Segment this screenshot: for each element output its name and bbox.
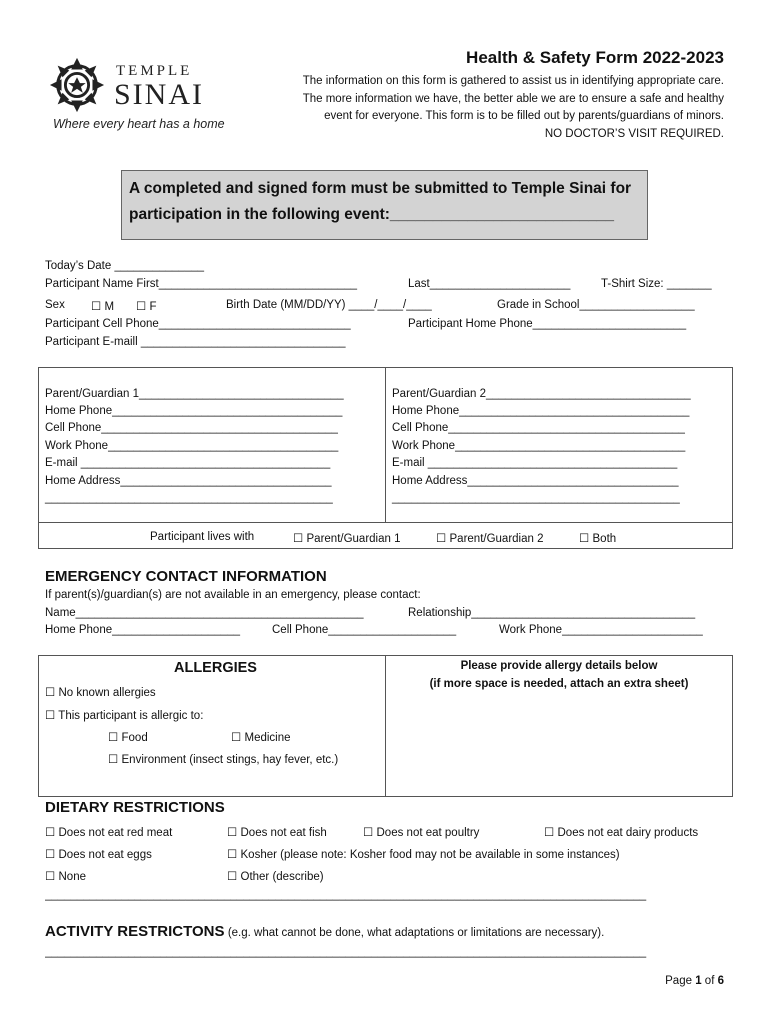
column-divider (385, 656, 386, 796)
sex-male-checkbox[interactable]: ☐ M (91, 301, 115, 313)
medicine-allergy-checkbox[interactable]: ☐ Medicine (231, 732, 291, 744)
no-known-allergies-checkbox[interactable]: ☐ No known allergies (45, 687, 156, 699)
guardian2-cell-phone-field[interactable]: Cell Phone_____________________________________ (392, 422, 685, 434)
submission-notice (121, 170, 648, 240)
guardian1-email-field[interactable]: E-mail _______________________________________ (45, 457, 331, 469)
guardian1-work-phone-field[interactable]: Work Phone____________________________________ (45, 440, 339, 452)
guardians-section (38, 367, 733, 549)
activity-describe-field[interactable]: ______________________________________________________________________________________________ (45, 946, 647, 958)
allergy-details-instruction: Please provide allergy details below (460, 660, 658, 672)
row-divider (39, 522, 732, 523)
form-title: Health & Safety Form 2022-2023 (466, 48, 724, 67)
sex-female-checkbox[interactable]: ☐ F (136, 301, 157, 313)
birth-date-field[interactable]: Birth Date (MM/DD/YY) ____/____/____ (226, 299, 432, 311)
dietary-none-checkbox[interactable]: ☐ None (45, 871, 86, 883)
no-poultry-checkbox[interactable]: ☐ Does not eat poultry (363, 827, 480, 839)
emergency-relationship-field[interactable]: Relationship___________________________________ (408, 607, 696, 619)
page-current: 1 (695, 975, 702, 987)
emergency-intro: If parent(s)/guardian(s) are not available in an emergency, please contact: (45, 589, 421, 601)
activity-heading: ACTIVITY RESTRICTONS (45, 923, 225, 940)
environment-allergy-checkbox[interactable]: ☐ Environment (insect stings, hay fever, etc.) (108, 754, 339, 766)
participant-cell-phone-field[interactable]: Participant Cell Phone______________________________ (45, 318, 351, 330)
emergency-home-phone-field[interactable]: Home Phone____________________ (45, 624, 241, 636)
grade-field[interactable]: Grade in School__________________ (497, 299, 695, 311)
sex-label: Sex (45, 299, 65, 311)
intro-line: NO DOCTOR’S VISIT REQUIRED. (544, 127, 724, 140)
emergency-name-field[interactable]: Name_____________________________________________ (45, 607, 364, 619)
guardian1-cell-phone-field[interactable]: Cell Phone_____________________________________ (45, 422, 338, 434)
allergic-to-checkbox[interactable]: ☐ This participant is allergic to: (45, 710, 204, 722)
temple-sinai-logo-icon (48, 56, 106, 114)
lives-with-label: Participant lives with (150, 531, 255, 543)
guardian2-work-phone-field[interactable]: Work Phone____________________________________ (392, 440, 686, 452)
lives-with-guardian1-checkbox[interactable]: ☐ Parent/Guardian 1 (293, 533, 401, 545)
logo-sinai-text: SINAI (114, 78, 204, 111)
tshirt-size-field[interactable]: T-Shirt Size: _______ (601, 278, 712, 290)
intro-line: The information on this form is gathered to assist us in identifying appropriate care. (302, 75, 724, 87)
dietary-heading: DIETARY RESTRICTIONS (45, 799, 225, 816)
guardian2-home-phone-field[interactable]: Home Phone____________________________________ (392, 405, 690, 417)
notice-line: A completed and signed form must be submitted to Temple Sinai for (129, 180, 632, 197)
emergency-heading: EMERGENCY CONTACT INFORMATION (45, 568, 327, 585)
page-number (665, 975, 724, 987)
no-dairy-checkbox[interactable]: ☐ Does not eat dairy products (544, 827, 699, 839)
allergy-details-note: (if more space is needed, attach an extra sheet) (429, 678, 689, 690)
kosher-checkbox[interactable]: ☐ Kosher (please note: Kosher food may not be available in some instances) (227, 849, 620, 861)
intro-line: event for everyone. This form is to be filled out by parents/guardians of minors. (324, 110, 724, 122)
guardian2-address-field[interactable]: Home Address_________________________________ (392, 475, 679, 487)
participant-home-phone-field[interactable]: Participant Home Phone________________________ (408, 318, 687, 330)
todays-date-field[interactable]: Today’s Date ______________ (45, 260, 205, 272)
guardian2-address-line2[interactable]: _____________________________________________ (392, 492, 680, 504)
dietary-other-checkbox[interactable]: ☐ Other (describe) (227, 871, 324, 883)
page-total: 6 (717, 975, 724, 987)
page-of: of (701, 975, 718, 987)
allergies-section (38, 655, 733, 797)
guardian1-name-field[interactable]: Parent/Guardian 1________________________________ (45, 388, 344, 400)
participant-last-name-field[interactable]: Last______________________ (408, 278, 571, 290)
lives-with-both-checkbox[interactable]: ☐ Both (579, 533, 617, 545)
guardian1-address-field[interactable]: Home Address_________________________________ (45, 475, 332, 487)
guardian1-home-phone-field[interactable]: Home Phone____________________________________ (45, 405, 343, 417)
guardian2-name-field[interactable]: Parent/Guardian 2________________________________ (392, 388, 691, 400)
activity-note: (e.g. what cannot be done, what adaptations or limitations are necessary). (227, 927, 605, 939)
logo-temple-text: TEMPLE (116, 63, 193, 79)
participant-email-field[interactable]: Participant E-maill ________________________________ (45, 336, 346, 348)
no-red-meat-checkbox[interactable]: ☐ Does not eat red meat (45, 827, 173, 839)
dietary-describe-field[interactable]: ______________________________________________________________________________________________ (45, 889, 647, 901)
logo-tagline: Where every heart has a home (53, 117, 225, 131)
page-prefix: Page (665, 975, 696, 987)
activity-restrictions-block (45, 923, 604, 940)
participant-first-name-field[interactable]: Participant Name First_______________________________ (45, 278, 358, 290)
no-eggs-checkbox[interactable]: ☐ Does not eat eggs (45, 849, 152, 861)
food-allergy-checkbox[interactable]: ☐ Food (108, 732, 148, 744)
guardian1-address-line2[interactable]: _____________________________________________ (45, 492, 333, 504)
form-intro (244, 73, 724, 143)
column-divider (385, 368, 386, 522)
no-fish-checkbox[interactable]: ☐ Does not eat fish (227, 827, 327, 839)
emergency-cell-phone-field[interactable]: Cell Phone____________________ (272, 624, 457, 636)
emergency-work-phone-field[interactable]: Work Phone______________________ (499, 624, 703, 636)
lives-with-guardian2-checkbox[interactable]: ☐ Parent/Guardian 2 (436, 533, 544, 545)
guardian2-email-field[interactable]: E-mail _______________________________________ (392, 457, 678, 469)
intro-line: The more information we have, the better able we are to ensure a safe and healthy (302, 92, 724, 105)
event-name-field[interactable]: participation in the following event:__________________________ (129, 206, 615, 223)
allergies-heading: ALLERGIES (174, 660, 257, 676)
